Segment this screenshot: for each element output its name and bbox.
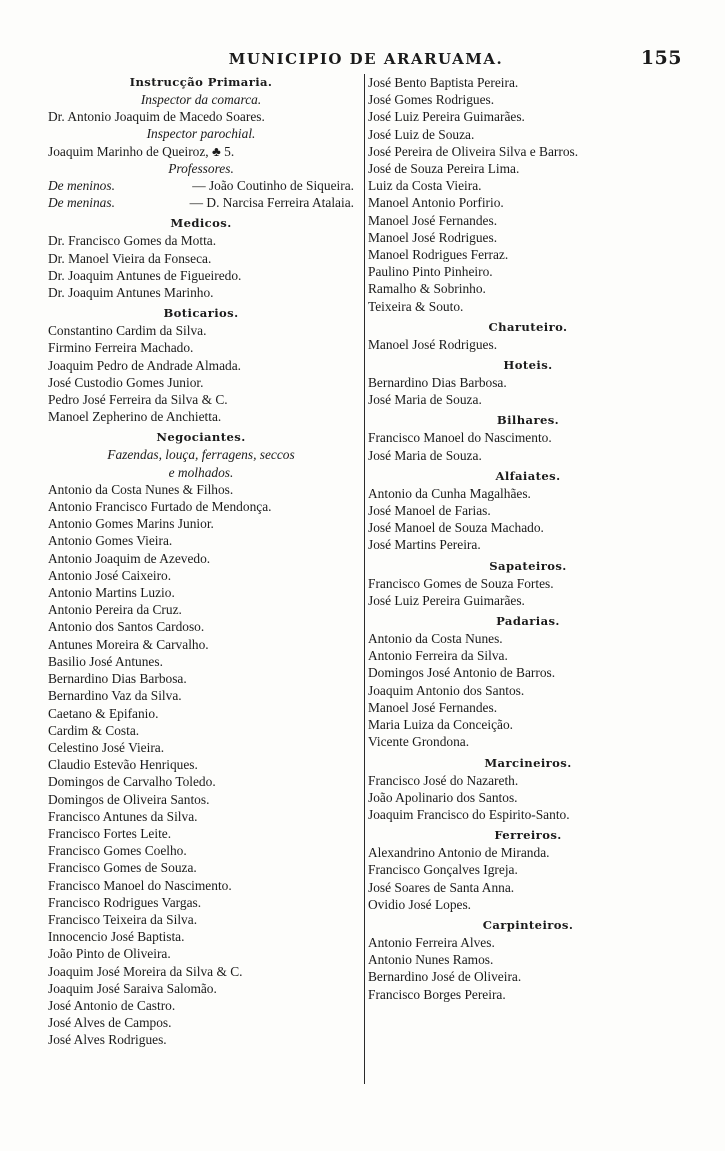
list-item: Francisco Gonçalves Igreja. [368, 862, 518, 878]
list-item: Manoel Rodrigues Ferraz. [368, 247, 509, 263]
list-item: Antonio Francisco Furtado de Mendonça. [48, 499, 272, 515]
list-item: Dr. Francisco Gomes da Motta. [48, 233, 217, 249]
list-item: Domingos José Antonio de Barros. [368, 665, 556, 681]
section-heading-ferreiros: Ferreiros. [494, 828, 562, 843]
list-item: Francisco Fortes Leite. [48, 825, 172, 841]
inspector-parochial-label: Inspector parochial. [146, 126, 256, 142]
professor-meninas-line [48, 194, 354, 211]
list-item: José Luiz Pereira Guimarães. [368, 109, 525, 125]
list-item: João Pinto de Oliveira. [48, 946, 171, 962]
professor-meninos-line [48, 177, 354, 194]
left-column [48, 74, 354, 1049]
section-heading-charuteiro: Charuteiro. [488, 319, 568, 334]
list-negociantes [48, 481, 354, 1049]
list-item: Antonio Pereira da Cruz. [48, 602, 182, 618]
list-padarias [368, 630, 688, 750]
meninos-label: De meninos. [48, 178, 115, 194]
list-item: Maria Luiza da Conceição. [368, 717, 513, 733]
list-item: Francisco Gomes Coelho. [48, 843, 187, 859]
section-heading-bilhares: Bilhares. [496, 413, 560, 428]
list-item: José Manoel de Souza Machado. [368, 520, 544, 536]
list-ferreiros [368, 844, 688, 913]
list-item: Cardim & Costa. [48, 722, 140, 738]
list-item: Joaquim José Moreira da Silva & C. [48, 963, 243, 979]
list-item: Manoel Antonio Porfirio. [368, 195, 504, 211]
running-title: MUNICIPIO DE ARARUAMA. [228, 50, 504, 68]
list-item: Antonio da Costa Nunes & Filhos. [48, 481, 234, 497]
list-item: José Custodio Gomes Junior. [48, 374, 204, 390]
list-item: Francisco Borges Pereira. [368, 986, 506, 1002]
list-item: José Alves Rodrigues. [48, 1032, 167, 1048]
list-item: João Apolinario dos Santos. [368, 789, 518, 805]
section-heading-instrucao: Instrucção Primaria. [129, 75, 273, 89]
inspector-comarca-label: Inspector da comarca. [140, 92, 262, 107]
section-heading-sapateiros: Sapateiros. [489, 558, 567, 573]
list-item: Antunes Moreira & Carvalho. [48, 636, 209, 652]
list-item: Paulino Pinto Pinheiro. [368, 264, 493, 280]
list-item: José Antonio de Castro. [48, 997, 176, 1013]
list-item: Francisco José do Nazareth. [368, 772, 519, 788]
list-sapateiros [368, 575, 688, 609]
list-item: Firmino Ferreira Machado. [48, 340, 194, 356]
list-item: Teixeira & Souto. [368, 298, 464, 314]
list-item: Joaquim Pedro de Andrade Almada. [48, 357, 242, 373]
list-item: Antonio da Cunha Magalhães. [368, 485, 531, 501]
right-column [364, 74, 688, 1084]
list-item: Francisco Manoel do Nascimento. [48, 877, 232, 893]
list-item: Ramalho & Sobrinho. [368, 281, 486, 297]
list-item: Bernardino Vaz da Silva. [48, 688, 182, 704]
section-heading-carpinteiros: Carpinteiros. [482, 917, 574, 932]
list-item: Bernardino José de Oliveira. [368, 969, 522, 985]
list-item: Caetano & Epifanio. [48, 705, 159, 721]
section-heading-negociantes: Negociantes. [156, 430, 246, 445]
list-item: Manoel José Rodrigues. [368, 336, 498, 352]
list-item: Luiz da Costa Vieira. [368, 178, 482, 194]
list-item: Bernardino Dias Barbosa. [368, 375, 507, 391]
list-item: José de Souza Pereira Lima. [368, 161, 520, 177]
inspector-parochial-line [48, 143, 354, 160]
list-item: Bernardino Dias Barbosa. [48, 671, 187, 687]
list-item: Joaquim Antonio dos Santos. [368, 682, 525, 698]
list-item: Claudio Estevão Henriques. [48, 757, 198, 773]
list-item: Francisco Gomes de Souza. [48, 860, 197, 876]
inspector-parochial-number: ♣ 5. [212, 143, 235, 159]
list-item: Antonio Gomes Vieira. [48, 533, 173, 549]
section-heading-marcineiros: Marcineiros. [484, 755, 572, 770]
list-item: Domingos de Carvalho Toledo. [48, 774, 216, 790]
list-item: Francisco Rodrigues Vargas. [48, 894, 202, 910]
list-item: Antonio dos Santos Cardoso. [48, 619, 205, 635]
page-header [48, 47, 684, 72]
list-boticarios [48, 322, 354, 425]
list-item: José Pereira de Oliveira Silva e Barros. [368, 143, 579, 159]
list-item: Antonio da Costa Nunes. [368, 631, 503, 647]
list-medicos [48, 232, 354, 301]
list-item: Antonio Ferreira Alves. [368, 934, 495, 950]
meninas-name: — D. Narcisa Ferreira Atalaia. [189, 195, 354, 211]
section-heading-hoteis: Hoteis. [503, 358, 553, 373]
section-heading-medicos: Medicos. [170, 216, 232, 231]
list-item: José Alves de Campos. [48, 1015, 172, 1031]
list-item: Antonio Nunes Ramos. [368, 952, 494, 968]
list-item: Joaquim José Saraiva Salomão. [48, 980, 217, 996]
list-item: José Maria de Souza. [368, 447, 482, 463]
negociantes-subheading-2: e molhados. [168, 464, 234, 480]
list-item: Francisco Teixeira da Silva. [48, 911, 198, 927]
list-item: Antonio Ferreira da Silva. [368, 648, 508, 664]
meninas-label: De meninas. [48, 195, 115, 211]
list-alfaiates [368, 485, 688, 554]
list-item: Francisco Antunes da Silva. [48, 808, 198, 824]
list-item: José Maria de Souza. [368, 392, 482, 408]
list-carpinteiros [368, 934, 688, 1003]
list-item: Joaquim Francisco do Espirito-Santo. [368, 806, 570, 822]
list-item: Domingos de Oliveira Santos. [48, 791, 210, 807]
list-charuteiro [368, 336, 688, 353]
professores-label: Professores. [168, 160, 234, 176]
list-item: Francisco Manoel do Nascimento. [368, 430, 552, 446]
list-item: Manoel Zepherino de Anchietta. [48, 409, 222, 425]
list-item: Antonio José Caixeiro. [48, 567, 172, 583]
list-item: José Luiz de Souza. [368, 126, 475, 142]
list-item: José Martins Pereira. [368, 537, 481, 553]
meninos-name: — João Coutinho de Siqueira. [192, 178, 354, 194]
list-item: Constantino Cardim da Silva. [48, 323, 207, 339]
list-item: Ovidio José Lopes. [368, 896, 472, 912]
list-item: Dr. Joaquim Antunes Marinho. [48, 285, 214, 301]
list-marcineiros [368, 772, 688, 824]
list-item: José Soares de Santa Anna. [368, 879, 515, 895]
list-item: José Gomes Rodrigues. [368, 92, 495, 108]
list-item: José Manoel de Farias. [368, 503, 491, 519]
section-heading-padarias: Padarias. [496, 614, 560, 629]
section-heading-alfaiates: Alfaiates. [495, 468, 561, 483]
section-heading-boticarios: Boticarios. [163, 306, 239, 321]
list-item: Antonio Joaquim de Azevedo. [48, 550, 211, 566]
list-item: José Bento Baptista Pereira. [368, 75, 519, 90]
list-item: Manoel José Fernandes. [368, 699, 498, 715]
list-item: Dr. Manoel Vieira da Fonseca. [48, 250, 212, 266]
negociantes-subheading-1: Fazendas, louça, ferragens, seccos [107, 447, 295, 463]
list-hoteis [368, 374, 688, 408]
list-item: José Luiz Pereira Guimarães. [368, 592, 525, 608]
inspector-comarca-name: Dr. Antonio Joaquim de Macedo Soares. [48, 109, 265, 125]
list-item: Manoel José Fernandes. [368, 212, 498, 228]
list-item: Dr. Joaquim Antunes de Figueiredo. [48, 267, 242, 283]
list-item: Basilio José Antunes. [48, 653, 163, 669]
inspector-parochial-name: Joaquim Marinho de Queiroz, [48, 143, 209, 159]
list-item: Vicente Grondona. [368, 734, 470, 750]
list-item: Celestino José Vieira. [48, 739, 165, 755]
list-item: Innocencio José Baptista. [48, 929, 185, 945]
list-item: Francisco Gomes de Souza Fortes. [368, 575, 554, 591]
list-item: Manoel José Rodrigues. [368, 229, 498, 245]
list-item: Antonio Martins Luzio. [48, 585, 175, 601]
page-number: 155 [640, 47, 682, 69]
list-item: Pedro José Ferreira da Silva & C. [48, 392, 228, 408]
list-negociantes-continued [368, 74, 688, 315]
list-item: Alexandrino Antonio de Miranda. [368, 845, 550, 861]
list-item: Antonio Gomes Marins Junior. [48, 516, 214, 532]
list-bilhares [368, 429, 688, 463]
